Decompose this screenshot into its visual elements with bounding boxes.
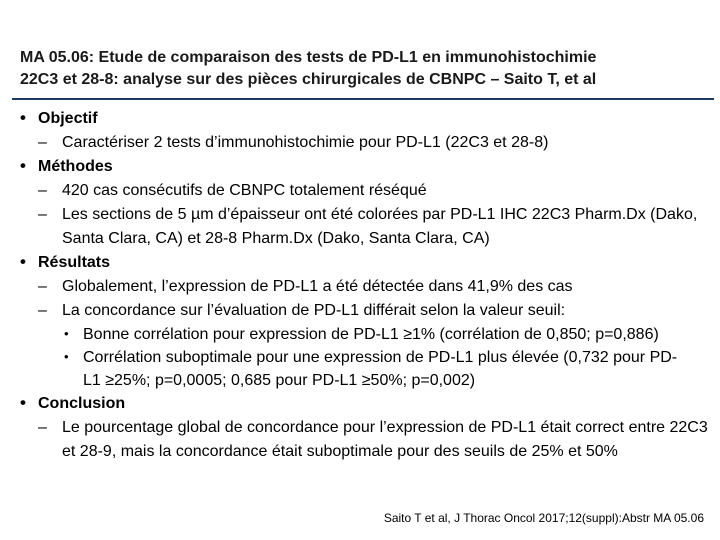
bullet-icon: • bbox=[20, 252, 26, 271]
objectif-item-1: – Caractériser 2 tests d’immunohistochimie pour PD-L1 (22C3 et 28-8) bbox=[0, 131, 712, 155]
bullet-icon: • bbox=[20, 393, 26, 412]
resultats-subitem-2: • Corrélation suboptimale pour une expression de PD-L1 plus élevée (0,732 pour PD-L1 ≥25%; p=0,0005; 0,685 pour PD-L1 ≥50%; p=0,002) bbox=[0, 346, 693, 392]
slide-title-line-1: MA 05.06: Etude de comparaison des tests de PD-L1 en immunohistochimie bbox=[20, 49, 597, 66]
section-heading-resultats: • Résultats bbox=[0, 251, 708, 275]
section-heading-objectif: • Objectif bbox=[0, 107, 708, 131]
dash-icon: – bbox=[38, 134, 47, 151]
methodes-item-2: – Les sections de 5 µm d’épaisseur ont été colorées par PD-L1 IHC 22C3 Pharm.Dx (Dako, Santa Clara, CA) et 28-8 Pharm.Dx (Dako, Santa Clara, CA) bbox=[0, 203, 712, 251]
section-heading-conclusion: • Conclusion bbox=[0, 392, 708, 416]
bullet-icon: • bbox=[64, 349, 69, 364]
citation: Saito T et al, J Thorac Oncol 2017;12(suppl):Abstr MA 05.06 bbox=[383, 511, 704, 525]
bullet-icon: • bbox=[64, 326, 69, 341]
title-divider bbox=[12, 98, 714, 100]
dash-icon: – bbox=[38, 302, 47, 319]
resultats-subitem-1: • Bonne corrélation pour expression de PD-L1 ≥1% (corrélation de 0,850; p=0,886) bbox=[0, 323, 693, 346]
bullet-icon: • bbox=[20, 108, 26, 127]
bullet-icon: • bbox=[20, 156, 26, 175]
resultats-item-2: – La concordance sur l’évaluation de PD-L1 différait selon la valeur seuil: bbox=[0, 299, 712, 323]
dash-icon: – bbox=[38, 182, 47, 199]
dash-icon: – bbox=[38, 278, 47, 295]
conclusion-item-1: – Le pourcentage global de concordance pour l’expression de PD-L1 était correct entre 22C3 et 28-9, mais la concordance était suboptimale pour des seuils de 25% et 50% bbox=[0, 416, 712, 464]
methodes-item-1: – 420 cas consécutifs de CBNPC totalement réséqué bbox=[0, 179, 712, 203]
section-heading-methodes: • Méthodes bbox=[0, 155, 708, 179]
resultats-item-1: – Globalement, l’expression de PD-L1 a été détectée dans 41,9% des cas bbox=[0, 275, 712, 299]
slide-title bbox=[20, 47, 710, 91]
dash-icon: – bbox=[38, 419, 47, 436]
slide-body bbox=[0, 107, 720, 464]
dash-icon: – bbox=[38, 206, 47, 223]
slide-title-line-2: 22C3 et 28-8: analyse sur des pièces chirurgicales de CBNPC – Saito T, et al bbox=[20, 71, 597, 88]
